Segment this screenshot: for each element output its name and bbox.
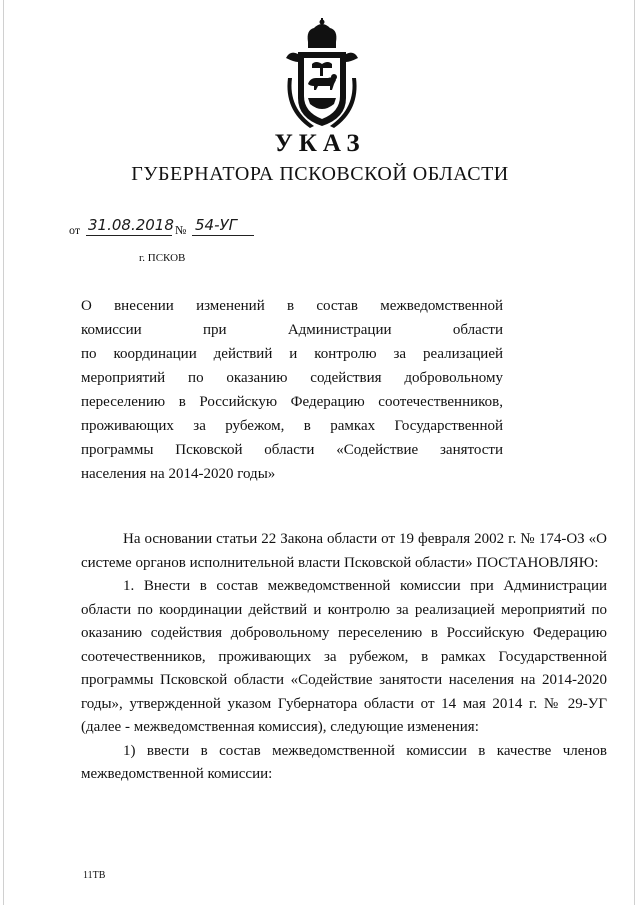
summary-line: проживающих за рубежом, в рамках Государственной [81, 418, 503, 434]
pskov-coat-of-arms-icon [284, 18, 360, 130]
handwritten-number: 54-УГ [195, 216, 237, 234]
footer-code: 11ТВ [83, 870, 106, 881]
handwritten-date: 31.08.2018 [88, 216, 174, 234]
number-label: № [175, 223, 187, 237]
summary-line: мероприятий по оказанию содействия добровольному [81, 370, 503, 386]
decree-subtitle: ГУБЕРНАТОРА ПСКОВСКОЙ ОБЛАСТИ [131, 163, 509, 185]
date-underline [86, 235, 172, 236]
date-number-line [69, 216, 329, 242]
number-underline [192, 235, 254, 236]
body-paragraph: 1. Внести в состав межведомственной комиссии при Администрации области по координации действий и контролю за реализацией мероприятий по оказанию содействия добровольному переселению в Российскую Федерацию соотечественников, проживающих за рубежом, в рамках Государственной программы Псковской области «Содействие занятости населения на 2014-2020 годы», утвержденной указом Губернатора области от 14 мая 2014 г. № 29-УГ (далее - межведомственная комиссия), следующие изменения: [81, 578, 607, 735]
body-paragraph: 1) ввести в состав межведомственной комиссии в качестве членов межведомственной комиссии: [81, 742, 607, 782]
decree-body [81, 528, 607, 787]
decree-summary [81, 294, 503, 486]
summary-line: населения на 2014-2020 годы» [81, 466, 276, 482]
summary-line: комиссии при Администрации области [81, 322, 503, 338]
date-prefix: от [69, 223, 81, 237]
city-label: г. ПСКОВ [139, 252, 186, 264]
summary-line: по координации действий и контролю за реализацией [81, 346, 503, 362]
decree-title: УКАЗ [274, 130, 366, 157]
summary-line: О внесении изменений в состав межведомственной [81, 298, 503, 314]
summary-line: переселению в Российскую Федерацию соотечественников, [81, 394, 503, 410]
body-paragraph: На основании статьи 22 Закона области от 19 февраля 2002 г. № 174-ОЗ «О системе органов исполнительной власти Псковской области» ПОСТАНОВЛЯЮ: [81, 531, 607, 571]
summary-line: программы Псковской области «Содействие занятости [81, 442, 503, 458]
